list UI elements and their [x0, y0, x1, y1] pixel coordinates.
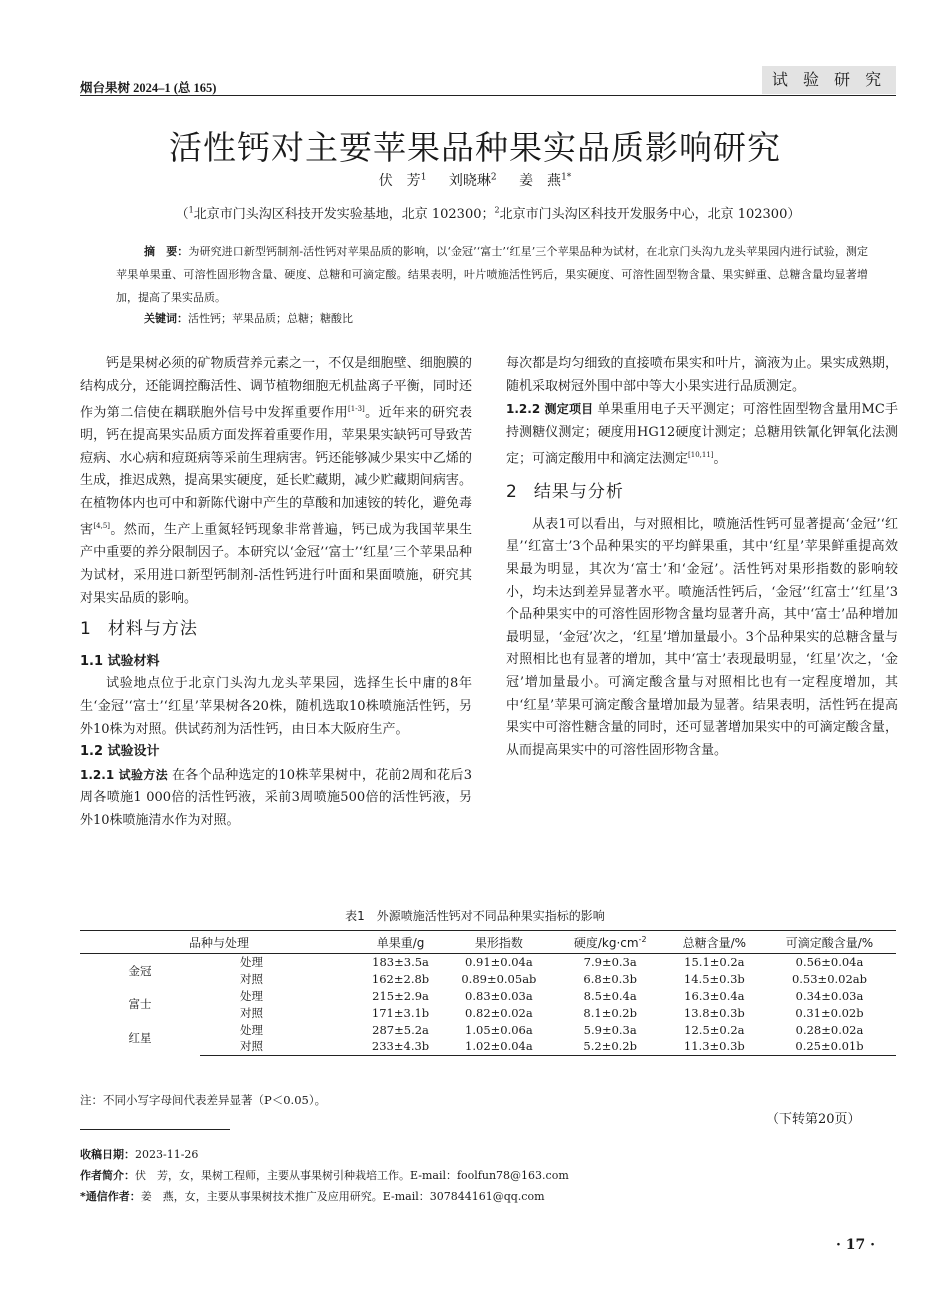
table-cell: 对照 — [200, 1038, 358, 1055]
table-cell: 5.9±0.3a — [583, 1022, 637, 1037]
author-name: 刘晓琳 — [448, 173, 491, 189]
table-cell: 0.53±0.02ab — [791, 972, 868, 987]
keywords-label: 关键词： — [144, 312, 188, 325]
table-cell: 处理 — [240, 988, 263, 1003]
table-cell: 11.3±0.3b — [666, 1038, 763, 1055]
table-header: 单果重/g — [358, 931, 443, 954]
table-header: 可滴定酸含量/% — [763, 931, 896, 954]
continued-note: （下转第20页） — [766, 1112, 861, 1127]
measure-paragraph: 1.2.2 测定项目 单果重用电子天平测定；可溶性固型物含量用MC手持测糖仪测定；硬度用HG12硬度计测定；总糖用铁氰化钾氧化法测定；可滴定酸用中和滴定法测定[10,11]。 — [506, 402, 898, 467]
table-cell: 12.5±0.2a — [684, 1022, 745, 1037]
table-cell: 8.5±0.4a — [583, 988, 637, 1003]
section-2-heading: 2 结果与分析 — [506, 482, 624, 503]
keywords — [144, 310, 353, 326]
table-cell: 183±3.5a — [372, 955, 429, 970]
table-cell: 215±2.9a — [372, 988, 429, 1003]
table-cell: 0.28±0.02a — [795, 1022, 864, 1037]
table-cell: 8.1±0.2b — [583, 1005, 637, 1020]
paper-title: 活性钙对主要苹果品种果实品质影响研究 — [169, 128, 781, 167]
table-cell: 6.8±0.3b — [583, 972, 637, 987]
abstract-label: 摘 要： — [144, 245, 189, 258]
right-column-content — [506, 353, 898, 762]
table-cell-variety: 富士 — [128, 997, 152, 1012]
left-column — [80, 353, 472, 833]
method-continuation: 每次都是均匀细致的直接喷布果实和叶片，滴液为止。果实成熟期，随机采取树冠外围中部中等大小果实进行品质测定。 — [506, 356, 898, 394]
table-row — [80, 1021, 896, 1038]
author-sup: 1* — [561, 172, 572, 183]
section-label: 试 验 研 究 — [762, 66, 896, 94]
section-1-1-heading: 1.1 试验材料 — [80, 653, 160, 669]
author-name: 姜 燕 — [519, 173, 562, 189]
table-header-row — [80, 931, 896, 954]
table-cell: 13.8±0.3b — [683, 1005, 745, 1020]
journal-header: 烟台果树 2024–1 (总 165) — [80, 81, 217, 95]
table-header: 果形指数 — [443, 931, 555, 954]
table-cell: 162±2.8b — [371, 972, 430, 987]
received-date: 收稿日期：2023-11-26 — [80, 1148, 199, 1161]
keywords-text: 活性钙；苹果品质；总糖；糖酸比 — [188, 312, 353, 325]
section-1-heading: 1 材料与方法 — [80, 619, 198, 640]
table-row — [80, 988, 896, 1005]
author-name: 伏 芳 — [378, 173, 421, 189]
author-sup: 1 — [420, 172, 427, 183]
author-bio: 作者简介：伏 芳，女，果树工程师，主要从事果树引种栽培工作。E-mail：foolfun78@163.com — [80, 1169, 569, 1182]
table-cell: 0.31±0.02b — [795, 1005, 864, 1020]
materials-paragraph: 试验地点位于北京门头沟九龙头苹果园，选择生长中庸的8年生‘金冠’‘富士’‘红星’苹果树各20株，随机选取10株喷施活性钙，另外10株为对照。供试药剂为活性钙，由日本大阪府生产。 — [80, 676, 472, 737]
table-row — [80, 1004, 896, 1021]
page-number: · 17 · — [836, 1237, 875, 1253]
abstract — [116, 240, 868, 309]
results-paragraph: 从表1可以看出，与对照相比，喷施活性钙可显著提高‘金冠’‘红星’‘红富士’3个品种果实的平均鲜果重，其中‘红星’苹果鲜重提高效果最为明显，其次为‘富士’和‘金冠’。活性钙对果形指数的影响较小，均未达到差异显著水平。喷施活性钙后，‘金冠’‘红富士’‘红星’3个品种果实中的可溶性固形物含量均显著升高，其中‘富士’品种增加最明显，‘金冠’次之，‘红星’增加量最小。3个品种果实的总糖含量与对照相比也有显著的增加，其中‘富士’表现最明显，‘红星’次之，‘金冠’增加量最小。可滴定酸含量与对照相比也有一定程度增加，其中‘红星’苹果可滴定酸含量增加最为显著。结果表明，活性钙在提高果实中可溶性糖含量的同时，还可显著增加果实中的可滴定酸含量，从而提高果实中的可溶性固形物含量。 — [506, 516, 898, 758]
table-cell: 0.82±0.02a — [465, 1005, 533, 1020]
author-list — [0, 170, 950, 190]
table-cell: 171±3.1b — [371, 1005, 430, 1020]
method-paragraph: 1.2.1 试验方法 在各个品种选定的10株苹果树中，花前2周和花后3周各喷施1 000倍的活性钙液，采前3周喷施500倍的活性钙液，另外10株喷施清水作为对照。 — [80, 767, 472, 828]
corresponding-author: *通信作者：姜 燕，女，主要从事果树技术推广及应用研究。E-mail：307844161@qq.com — [80, 1190, 545, 1203]
abstract-text: 为研究进口新型钙制剂-活性钙对苹果品质的影响，以‘金冠’‘富士’‘红星’三个苹果品种为试材，在北京门头沟九龙头苹果园内进行试验，测定苹果单果重、可溶性固形物含量、硬度、总糖和可滴定酸。结果表明，叶片喷施活性钙后，果实硬度、可溶性固型物含量、果实鲜重、总糖含量均显著增加，提高了果实品质。 — [116, 245, 869, 304]
table-cell: 处理 — [240, 1022, 263, 1037]
section-1-2-heading: 1.2 试验设计 — [80, 744, 160, 760]
table-cell: 1.02±0.04a — [443, 1038, 555, 1055]
table-header: 硬度$/kg\cdot cm^{-2}$ — [555, 931, 666, 954]
table-cell: 233±4.3b — [358, 1038, 443, 1055]
table-cell: 15.1±0.2a — [684, 955, 745, 970]
table-cell: 对照 — [240, 972, 263, 987]
table-cell: 0.25±0.01b — [763, 1038, 896, 1055]
table-cell: 对照 — [240, 1005, 263, 1020]
table-cell: 7.9±0.3a — [583, 955, 637, 970]
footnote-rule — [80, 1129, 230, 1130]
table-cell: 0.91±0.04a — [465, 955, 533, 970]
header-rule — [80, 95, 896, 96]
table-cell: 287±5.2a — [372, 1022, 429, 1037]
table-cell: 0.83±0.03a — [465, 988, 533, 1003]
table-row — [80, 954, 896, 971]
table-cell-variety: 红星 — [128, 1031, 152, 1046]
table-cell: 16.3±0.4a — [684, 988, 745, 1003]
table-cell: 14.5±0.3b — [683, 972, 745, 987]
affiliation: （$^1$北京市门头沟区科技开发实验基地，北京 102300；$^2$北京市门头沟区科技开发服务中心，北京 102300） — [175, 205, 801, 222]
table-cell: 1.05±0.06a — [465, 1022, 533, 1037]
table-header: 总糖含量/% — [666, 931, 763, 954]
table-cell: 处理 — [240, 955, 263, 970]
table-note: 注：不同小写字母间代表差异显著（P＜0.05）。 — [80, 1093, 327, 1107]
table-cell-variety: 金冠 — [128, 963, 152, 978]
table-row — [80, 971, 896, 988]
results-table — [80, 930, 896, 1056]
table-header: 品种与处理 — [80, 931, 358, 954]
table-cell: 0.89±0.05ab — [461, 972, 537, 987]
intro-paragraph: 钙是果树必须的矿物质营养元素之一，不仅是细胞壁、细胞膜的结构成分，还能调控酶活性、调节植物细胞无机盐离子平衡，同时还作为第二信使在耦联胞外信号中发挥重要作用[1-3]。近年来的研究表明，钙在提高果实品质方面发挥着重要作用，苹果果实缺钙可导致苦痘病、水心病和痘斑病等采前生理病害。钙还能够减少果实中乙烯的生成，推迟成熟，提高果实硬度，延长贮藏期，减少贮藏期间病害。在植物体内也可中和新陈代谢中产生的草酸和加速铵的转化，避免毒害[4,5]。然而，生产上重氮轻钙现象非常普遍，钙已成为我国苹果生产中重要的养分限制因子。本研究以‘金冠’‘富士’‘红星’三个苹果品种为试材，采用进口新型钙制剂-活性钙进行叶面和果面喷施，研究其对果实品质的影响。 — [80, 356, 472, 606]
table-cell: 0.34±0.03a — [795, 988, 864, 1003]
author-sup: 2 — [490, 172, 497, 183]
table-row — [80, 1038, 896, 1055]
table-cell: 0.56±0.04a — [795, 955, 864, 970]
table-cell: 5.2±0.2b — [555, 1038, 666, 1055]
table-caption: 表1 外源喷施活性钙对不同品种果实指标的影响 — [345, 909, 605, 923]
